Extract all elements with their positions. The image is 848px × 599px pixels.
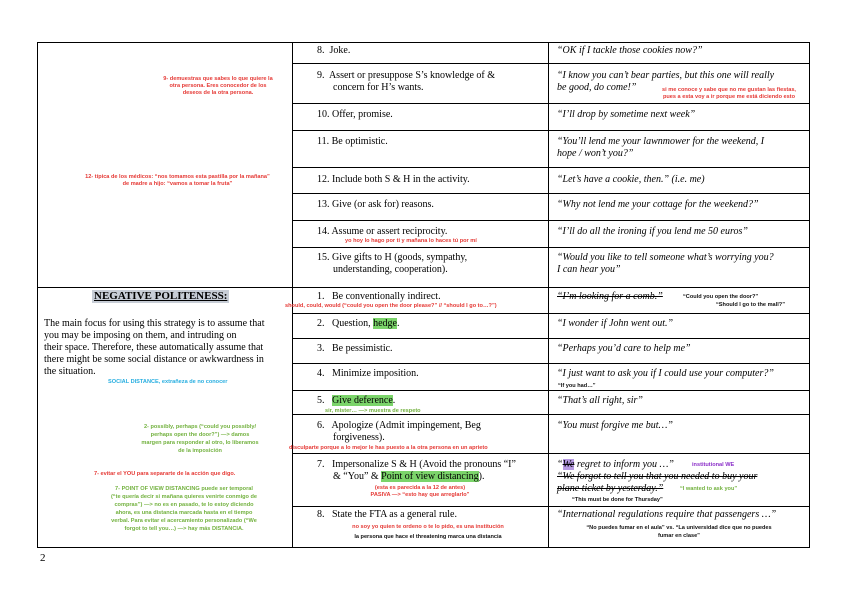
- negative-heading: NEGATIVE POLITENESS:: [94, 290, 228, 302]
- note-14: yo hoy lo hago por ti y mañana lo haces tú por mí: [345, 238, 477, 244]
- neg-strategy-row-7: [317, 459, 516, 471]
- example-text-cont: I can hear you”: [557, 264, 621, 275]
- example-text: “Perhaps you’d care to help me”: [557, 343, 691, 354]
- example-text-cont: plane ticket by yesterday.”: [557, 483, 664, 494]
- strategy-text: Minimize imposition.: [332, 368, 419, 379]
- strategy-number: 1.: [317, 291, 325, 302]
- strategy-number: 6.: [317, 420, 325, 431]
- note-6: disculparte porque a lo mejor le has puesto a la otra persona en un aprieto: [289, 445, 488, 451]
- note-7b: 7- POINT OF VIEW DISTANCING puede ser temporal (“te quería decir si mañana quieres venirte conmigo de compras”) —> no es en pasado, te lo estoy diciendo ahora, es una distancia marcada hasta en el tiempo verbal. Para evitar el acercamiento personalizado (“We forgot to tell you…) —> hay más DISTANCIA.: [110, 486, 258, 532]
- note-7: 7- evitar el YOU para separarte de la acción que digo.: [94, 471, 236, 477]
- strategy-row-14: [317, 226, 447, 238]
- negative-paragraph: The main focus for using this strategy is to assume that you may be imposing on them, and intruding on their space. Therefore, these automatically assume that there might be some social distance or awkwardness in the situation.: [44, 318, 265, 377]
- strategy-row-9: [317, 70, 495, 82]
- strategy-text: Be conventionally indirect.: [332, 291, 441, 302]
- note-1b: “Could you open the door?” “Should I go to the mall?”: [683, 294, 785, 308]
- example-text: “International regulations require that passengers …”: [557, 509, 777, 520]
- neg-strategy-row-5: 5. Give deference.: [317, 395, 396, 406]
- strategy-text: Assert or presuppose S’s knowledge of &: [328, 70, 496, 81]
- strategy-text: Assume or assert reciprocity.: [331, 226, 448, 237]
- note-4: “If you had…”: [558, 383, 596, 389]
- example-text: “You’ll lend me your lawnmower for the weekend, I: [557, 136, 765, 147]
- strategy-number: 5.: [317, 395, 325, 406]
- page-number: 2: [40, 552, 46, 564]
- strategy-text-cont: forgiveness).: [333, 432, 385, 443]
- example-text-cont: be good, do come!”: [557, 82, 637, 93]
- strategy-row-13: [317, 199, 434, 211]
- strategy-text-cont: concern for H’s wants.: [333, 82, 424, 93]
- strategy-row-15: [317, 252, 467, 264]
- strategy-number: 9.: [317, 70, 325, 81]
- strategy-number: 3.: [317, 343, 325, 354]
- example-text: “I just want to ask you if I could use your computer?”: [557, 368, 774, 379]
- example-text: “Would you like to tell someone what’s worrying you?: [557, 252, 774, 263]
- strategy-text: Offer, promise.: [332, 109, 393, 120]
- strategy-text: Apologize (Admit impingement, Beg: [331, 420, 481, 431]
- highlight-hedge: hedge: [373, 318, 397, 329]
- strategy-text: Be optimistic.: [331, 136, 388, 147]
- strategy-number: 12.: [317, 174, 330, 185]
- strategy-text: Be pessimistic.: [332, 343, 393, 354]
- strategy-number: 7.: [317, 459, 325, 470]
- strategy-number: 11.: [317, 136, 330, 147]
- strategy-number: 14.: [317, 226, 330, 237]
- strategy-text: Give (or ask for) reasons.: [332, 199, 434, 210]
- strategy-number: 4.: [317, 368, 325, 379]
- example-text: “I wonder if John went out.”: [557, 318, 674, 329]
- example-text: “I’ll do all the ironing if you lend me 50 euros”: [557, 226, 748, 237]
- example-text: “I’ll drop by sometime next week”: [557, 109, 696, 120]
- example-text: “I’m looking for a comb.”: [557, 291, 663, 302]
- strategy-number: 8.: [317, 509, 325, 520]
- example-text: “You must forgive me but…”: [557, 420, 673, 431]
- example-text: “Why not lend me your cottage for the weekend?”: [557, 199, 759, 210]
- note-8: no soy yo quien te ordeno o te lo pido, es una institución la persona que hace el threatening marca una distancia: [352, 524, 504, 540]
- neg-strategy-row-6: [317, 420, 481, 432]
- example-text-cont: “We forgot to tell you that you needed to buy your: [557, 471, 758, 482]
- neg-strategy-row-1: [317, 291, 441, 303]
- strategy-row-10: [317, 109, 393, 121]
- strategy-text: State the FTA as a general rule.: [332, 509, 457, 520]
- strategy-number: 10.: [317, 109, 330, 120]
- example-text: “I know you can’t bear parties, but this one will really: [557, 70, 775, 81]
- example-text: “That’s all right, sir”: [557, 395, 643, 406]
- note-1: should, could, would (“could you open the door please?” // “should I go to…?”): [285, 303, 497, 309]
- note-9: 9- demuestras que sabes lo que quiere la otra persona. Eres conocedor de los deseos de la otra persona.: [163, 76, 273, 96]
- neg-strategy-row-4: [317, 368, 419, 380]
- note-12: 12- típica de los médicos: “nos tomamos esta pastilla por la mañana” de madre a hijo: “vamos a tomar la fruta”: [85, 174, 270, 187]
- strategy-number: 15.: [317, 252, 330, 263]
- neg-strategy-row-2: 2. Question, hedge.: [317, 318, 400, 329]
- example-text-cont: hope / won’t you?”: [557, 148, 634, 159]
- note-7c: (esta es parecida a la 12 de antes) PASIVA —> “esto hay que arreglarlo”: [370, 485, 470, 498]
- note-thursday: “This must be done for Thursday”: [572, 497, 663, 503]
- note-2: 2- possibly, perhaps (“could you possibly/ perhaps open the door?”) —> damos margen para responder al otro, lo liberamos de la imposición: [141, 424, 259, 454]
- strategy-row-8: [317, 45, 350, 57]
- strategy-number: 8.: [317, 45, 325, 56]
- neg-strategy-row-3: [317, 343, 393, 355]
- note-8b: “No puedes fumar en el aula” vs. “La universidad dice que no puedes fumar en clase”: [586, 525, 772, 539]
- note-institutional-we: institutional WE: [692, 462, 735, 468]
- example-text: “Let’s have a cookie, then.” (i.e. me): [557, 174, 705, 185]
- strategy-row-11: [317, 136, 388, 148]
- strategy-text: Give gifts to H (goods, sympathy,: [332, 252, 468, 263]
- note-5: sir, mister… —> muestra de respeto: [325, 408, 421, 414]
- example-text: “OK if I tackle those cookies now?”: [557, 45, 703, 56]
- highlight-we: We: [562, 459, 575, 470]
- strategy-text: Include both S & H in the activity.: [332, 174, 470, 185]
- strategy-text-cont: understanding, cooperation).: [333, 264, 448, 275]
- strategy-text: Question,: [332, 318, 374, 329]
- example-text: “We regret to inform you …”: [557, 459, 674, 470]
- highlight-point-of-view: Point of view distancing: [381, 471, 479, 482]
- strategy-text: Impersonalize S & H (Avoid the pronouns “I”: [332, 459, 516, 470]
- note-social-distance: SOCIAL DISTANCE, extrañeza de no conocer: [108, 379, 228, 385]
- strategy-text: Joke.: [329, 45, 351, 56]
- strategy-text-cont: & “You” & Point of view distancing).: [333, 471, 485, 482]
- strategy-number: 2.: [317, 318, 325, 329]
- note-wanted: “I wanted to ask you”: [680, 486, 738, 492]
- neg-strategy-row-8: [317, 509, 457, 521]
- strategy-number: 13.: [317, 199, 330, 210]
- highlight-give-deference: Give deference: [332, 395, 393, 406]
- strategy-row-12: [317, 174, 470, 186]
- note-9b: si me conoce y sabe que no me gustan las fiestas, pues a esta voy a ir porque me está diciendo esto: [662, 87, 796, 100]
